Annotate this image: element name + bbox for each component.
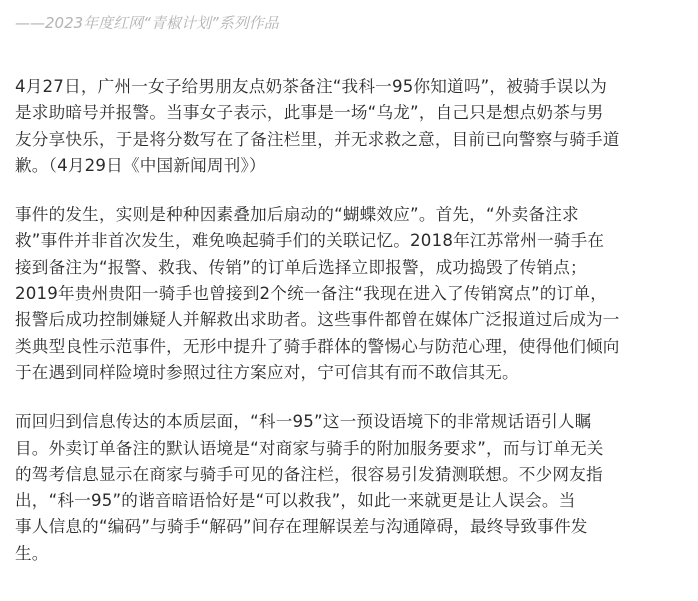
paragraph-line: 类典型良性示范事件，无形中提升了骑手群体的警惕心与防范心理，使得他们倾向 (15, 336, 620, 356)
paragraph-line: 目。外卖订单备注的默认语境是“对商家与骑手的附加服务要求”，而与订单无关 (15, 438, 604, 458)
paragraph-1 (15, 74, 685, 179)
paragraph-line: 生。 (15, 543, 49, 563)
article-body (15, 74, 685, 590)
paragraph-line: 接到备注为“报警、救我、传销”的订单后选择立即报警，成功捣毁了传销点； (15, 257, 587, 277)
paragraph-line: 而回归到信息传达的本质层面，“科一95”这一预设语境下的非常规话语引人瞩 (15, 412, 592, 432)
paragraph-line: 报警后成功控制嫌疑人并解救出求助者。这些事件都曾在媒体广泛报道过后成为一 (15, 310, 620, 330)
paragraph-line: 2019年贵州贵阳一骑手也曾接到2个统一备注“我现在进入了传销窝点”的订单， (15, 284, 607, 304)
paragraph-line: 出，“科一95”的谐音暗语恰好是“可以救我”，如此一来就更是让人误会。当 (15, 491, 576, 511)
paragraph-line: 事件的发生，实则是种种因素叠加后扇动的“蝴蝶效应”。首先，“外卖备注求 (15, 205, 579, 225)
paragraph-line: 4月27日，广州一女子给男朋友点奶茶备注“我科一95你知道吗”，被骑手误以为 (15, 77, 607, 96)
series-caption: ——2023年度红网“青椒计划”系列作品 (15, 14, 279, 32)
paragraph-line: 友分享快乐，于是将分数写在了备注栏里，并无求救之意，目前已向警察与骑手道 (15, 129, 620, 149)
paragraph-line: 于在遇到同样险境时参照过往方案应对，宁可信其有而不敢信其无。 (15, 362, 519, 382)
paragraph-line: 的驾考信息显示在商家与骑手可见的备注栏，很容易引发猜测联想。不少网友指 (15, 464, 603, 484)
paragraph-2 (15, 202, 685, 386)
paragraph-line: 事人信息的“编码”与骑手“解码”间存在理解误差与沟通障碍，最终导致事件发 (15, 517, 588, 537)
paragraph-line: 救”事件并非首次发生，难免唤起骑手们的关联记忆。2018年江苏常州一骑手在 (15, 231, 605, 251)
paragraph-line: 是求助暗号并报警。当事女子表示，此事是一场“乌龙”，自己只是想点奶茶与男 (15, 103, 604, 123)
paragraph-3 (15, 409, 685, 567)
paragraph-line: 歉。（4月29日《中国新闻周刊》） (15, 155, 266, 175)
